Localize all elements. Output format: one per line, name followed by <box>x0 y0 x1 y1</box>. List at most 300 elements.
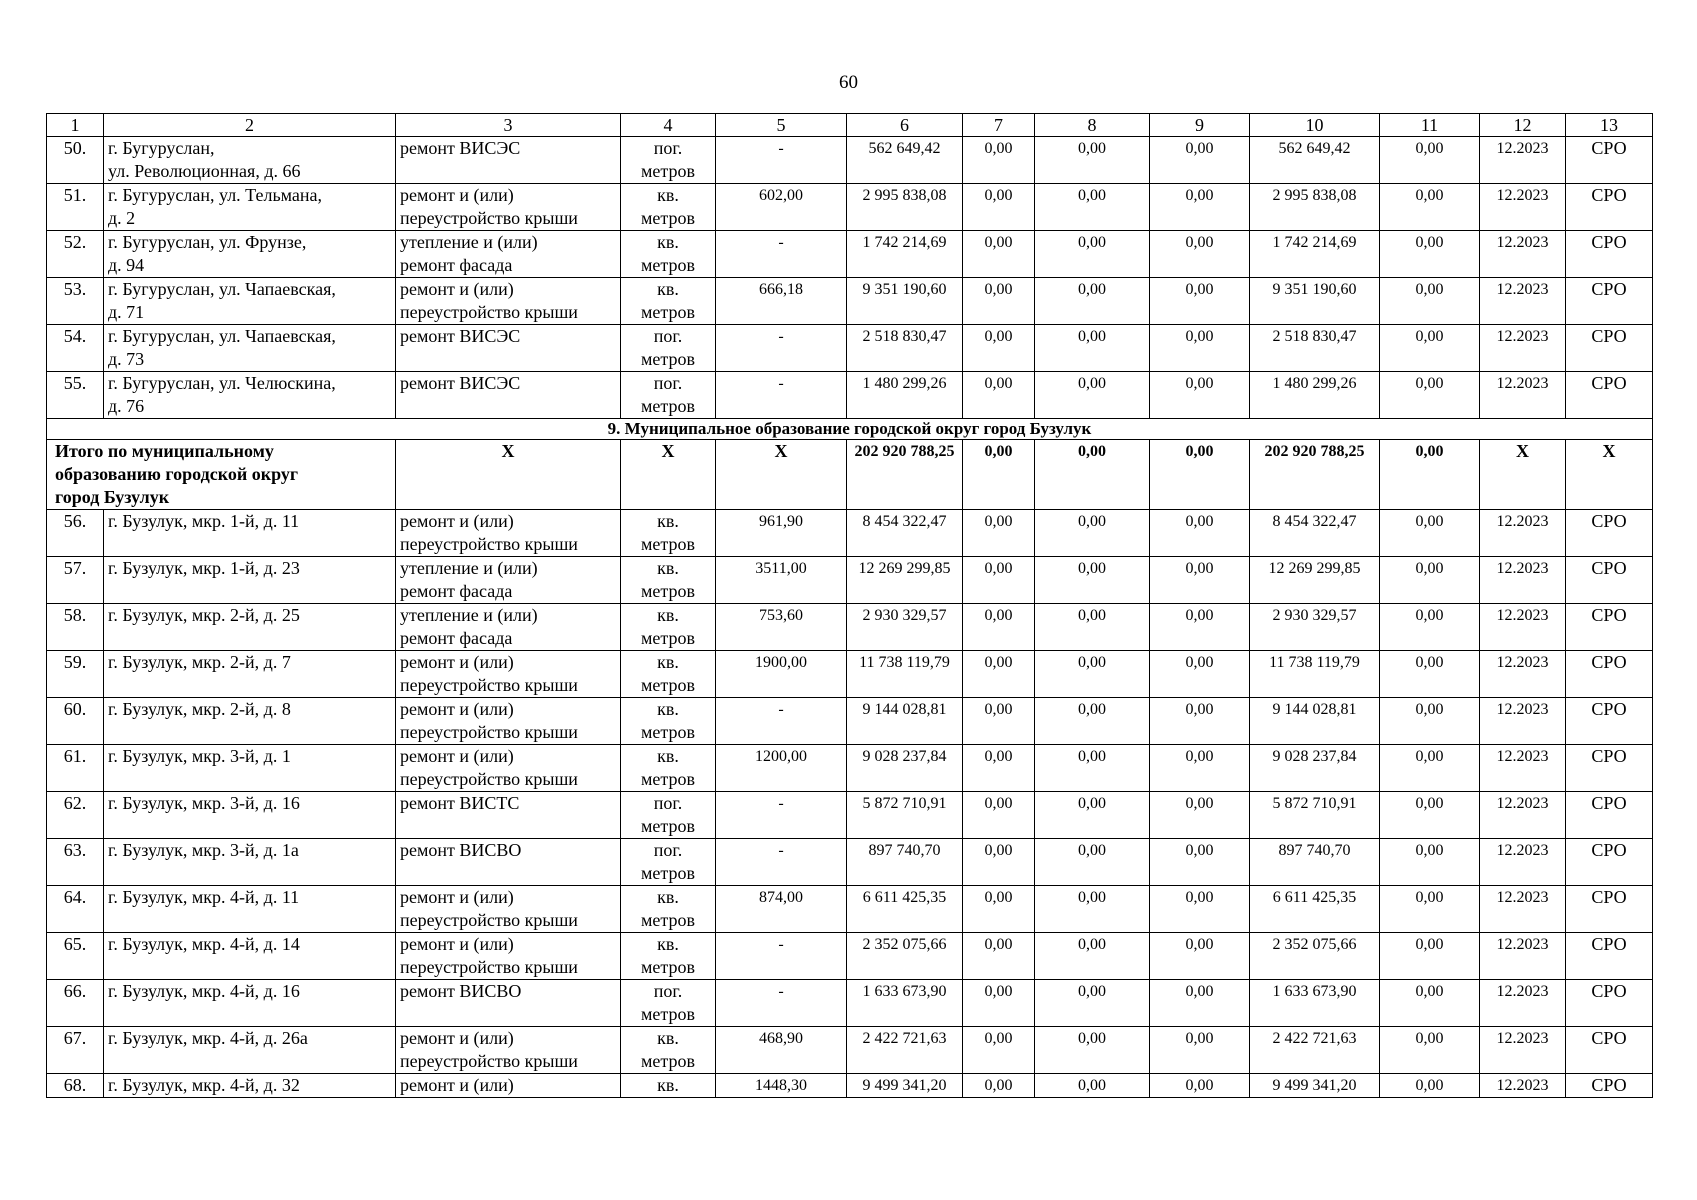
address-cell-line: г. Бугуруслан, <box>108 138 215 158</box>
address-cell-line: г. Бугуруслан, ул. Тельмана, <box>108 185 323 205</box>
area-cell: - <box>716 792 847 839</box>
method-cell: СРО <box>1566 1074 1653 1098</box>
value-cell: X <box>396 440 621 510</box>
value-cell: 0,00 <box>1380 184 1480 231</box>
value-cell: X <box>1566 440 1653 510</box>
fund-cost-cell: 202 920 788,25 <box>1250 440 1380 510</box>
unit-cell-line: кв. <box>657 934 679 954</box>
address-cell-line: ул. Революционная, д. 66 <box>108 161 301 181</box>
row-number: 57. <box>47 557 104 604</box>
total-cost-cell: 9 028 237,84 <box>847 745 963 792</box>
date-cell: 12.2023 <box>1480 231 1566 278</box>
unit-cell-line: метров <box>641 769 695 789</box>
column-number: 3 <box>396 114 621 137</box>
date-cell: 12.2023 <box>1480 372 1566 419</box>
work-type-cell-line: ремонт и (или) <box>400 934 514 954</box>
unit-cell-line: пог. <box>653 793 683 813</box>
column-number: 9 <box>1150 114 1250 137</box>
column-number-row <box>47 114 1653 137</box>
work-type-cell <box>396 137 621 184</box>
date-cell: 12.2023 <box>1480 510 1566 557</box>
work-type-cell-line: ремонт и (или) <box>400 699 514 719</box>
work-type-cell-line: ремонт ВИСЭС <box>400 326 521 346</box>
unit-cell-line: пог. <box>653 326 683 346</box>
value-cell: 0,00 <box>1035 886 1150 933</box>
area-cell: 961,90 <box>716 510 847 557</box>
unit-cell-line: кв. <box>657 279 679 299</box>
table-row <box>47 1027 1653 1074</box>
value-cell: 0,00 <box>1150 184 1250 231</box>
fund-cost-cell: 12 269 299,85 <box>1250 557 1380 604</box>
method-cell: СРО <box>1566 325 1653 372</box>
column-number: 7 <box>963 114 1035 137</box>
table-row <box>47 278 1653 325</box>
row-number: 62. <box>47 792 104 839</box>
date-cell: 12.2023 <box>1480 1027 1566 1074</box>
value-cell: 0,00 <box>963 1074 1035 1098</box>
row-number: 56. <box>47 510 104 557</box>
area-cell: - <box>716 698 847 745</box>
fund-cost-cell: 5 872 710,91 <box>1250 792 1380 839</box>
column-number: 2 <box>104 114 396 137</box>
date-cell: 12.2023 <box>1480 933 1566 980</box>
address-cell-line: г. Бузулук, мкр. 3-й, д. 1а <box>108 840 299 860</box>
total-cost-cell: 2 930 329,57 <box>847 604 963 651</box>
value-cell: 0,00 <box>1150 698 1250 745</box>
value-cell: 0,00 <box>1380 745 1480 792</box>
value-cell: 0,00 <box>1380 839 1480 886</box>
value-cell: 0,00 <box>1380 372 1480 419</box>
unit-cell-line: метров <box>641 628 695 648</box>
value-cell: 0,00 <box>963 651 1035 698</box>
address-cell-line: г. Бузулук, мкр. 4-й, д. 26а <box>108 1028 308 1048</box>
value-cell: 0,00 <box>1380 137 1480 184</box>
work-type-cell <box>396 278 621 325</box>
work-type-cell-line: ремонт фасада <box>400 255 513 275</box>
address-cell-line: г. Бузулук, мкр. 2-й, д. 25 <box>108 605 300 625</box>
value-cell: 0,00 <box>963 137 1035 184</box>
unit-cell-line: метров <box>641 396 695 416</box>
unit-cell-line: пог. <box>653 373 683 393</box>
table-row <box>47 325 1653 372</box>
value-cell: 0,00 <box>963 325 1035 372</box>
fund-cost-cell: 2 930 329,57 <box>1250 604 1380 651</box>
row-number: 55. <box>47 372 104 419</box>
date-cell: 12.2023 <box>1480 325 1566 372</box>
value-cell: 0,00 <box>1035 1027 1150 1074</box>
value-cell: 0,00 <box>1150 557 1250 604</box>
value-cell: 0,00 <box>1035 792 1150 839</box>
unit-cell-line: метров <box>641 534 695 554</box>
fund-cost-cell: 2 352 075,66 <box>1250 933 1380 980</box>
value-cell: 0,00 <box>1380 886 1480 933</box>
table-row <box>47 886 1653 933</box>
work-type-cell <box>396 372 621 419</box>
table-row <box>47 1074 1653 1098</box>
work-type-cell-line: ремонт ВИСЭС <box>400 138 521 158</box>
address-cell <box>104 184 396 231</box>
total-cost-cell: 2 422 721,63 <box>847 1027 963 1074</box>
area-cell: - <box>716 839 847 886</box>
subtotal-label <box>47 440 396 510</box>
column-number: 4 <box>621 114 716 137</box>
fund-cost-cell: 1 633 673,90 <box>1250 980 1380 1027</box>
total-cost-cell: 562 649,42 <box>847 137 963 184</box>
total-cost-cell: 897 740,70 <box>847 839 963 886</box>
unit-cell <box>621 933 716 980</box>
work-type-cell-line: ремонт и (или) <box>400 652 514 672</box>
fund-cost-cell: 8 454 322,47 <box>1250 510 1380 557</box>
row-number: 64. <box>47 886 104 933</box>
subtotal-label-line: образованию городской округ <box>55 464 299 484</box>
value-cell: 0,00 <box>1150 510 1250 557</box>
work-type-cell-line: ремонт и (или) <box>400 511 514 531</box>
method-cell: СРО <box>1566 698 1653 745</box>
address-cell <box>104 372 396 419</box>
table-row <box>47 980 1653 1027</box>
work-type-cell <box>396 1074 621 1098</box>
address-cell <box>104 510 396 557</box>
work-type-cell-line: ремонт и (или) <box>400 746 514 766</box>
value-cell: 0,00 <box>1035 557 1150 604</box>
unit-cell-line: кв. <box>657 652 679 672</box>
fund-cost-cell: 2 995 838,08 <box>1250 184 1380 231</box>
value-cell: 0,00 <box>1035 231 1150 278</box>
row-number: 52. <box>47 231 104 278</box>
row-number: 50. <box>47 137 104 184</box>
unit-cell-line: кв. <box>657 1028 679 1048</box>
unit-cell-line: метров <box>641 349 695 369</box>
value-cell: 0,00 <box>1380 278 1480 325</box>
value-cell: 0,00 <box>963 933 1035 980</box>
value-cell: 0,00 <box>1380 604 1480 651</box>
work-type-cell <box>396 651 621 698</box>
total-cost-cell: 9 144 028,81 <box>847 698 963 745</box>
method-cell: СРО <box>1566 886 1653 933</box>
value-cell: 0,00 <box>1380 1074 1480 1098</box>
unit-cell-line: кв. <box>657 746 679 766</box>
work-type-cell <box>396 980 621 1027</box>
work-type-cell-line: ремонт и (или) <box>400 887 514 907</box>
work-type-cell-line: ремонт ВИСВО <box>400 981 522 1001</box>
date-cell: 12.2023 <box>1480 137 1566 184</box>
work-type-cell <box>396 886 621 933</box>
work-type-cell-line: ремонт и (или) <box>400 185 514 205</box>
fund-cost-cell: 6 611 425,35 <box>1250 886 1380 933</box>
value-cell: 0,00 <box>963 604 1035 651</box>
value-cell: 0,00 <box>963 886 1035 933</box>
area-cell: 1200,00 <box>716 745 847 792</box>
value-cell: 0,00 <box>1035 698 1150 745</box>
value-cell: X <box>716 440 847 510</box>
value-cell: 0,00 <box>963 278 1035 325</box>
address-cell-line: г. Бугуруслан, ул. Челюскина, <box>108 373 336 393</box>
unit-cell <box>621 980 716 1027</box>
value-cell: 0,00 <box>1150 372 1250 419</box>
value-cell: 0,00 <box>1380 557 1480 604</box>
work-type-cell-line: ремонт и (или) <box>400 1028 514 1048</box>
address-cell-line: г. Бузулук, мкр. 4-й, д. 32 <box>108 1075 300 1095</box>
value-cell: 0,00 <box>1150 604 1250 651</box>
unit-cell-line: метров <box>641 863 695 883</box>
unit-cell <box>621 278 716 325</box>
table-row <box>47 839 1653 886</box>
value-cell: 0,00 <box>1035 604 1150 651</box>
address-cell <box>104 325 396 372</box>
address-cell <box>104 557 396 604</box>
total-cost-cell: 5 872 710,91 <box>847 792 963 839</box>
value-cell: 0,00 <box>1035 372 1150 419</box>
value-cell: 0,00 <box>1035 184 1150 231</box>
total-cost-cell: 1 480 299,26 <box>847 372 963 419</box>
work-type-cell-line: переустройство крыши <box>400 208 578 228</box>
area-cell: 666,18 <box>716 278 847 325</box>
work-type-cell <box>396 604 621 651</box>
fund-cost-cell: 9 028 237,84 <box>1250 745 1380 792</box>
address-cell-line: г. Бугуруслан, ул. Чапаевская, <box>108 279 336 299</box>
unit-cell <box>621 325 716 372</box>
value-cell: 0,00 <box>1150 792 1250 839</box>
unit-cell <box>621 745 716 792</box>
date-cell: 12.2023 <box>1480 1074 1566 1098</box>
address-cell-line: г. Бузулук, мкр. 3-й, д. 16 <box>108 793 300 813</box>
method-cell: СРО <box>1566 839 1653 886</box>
total-cost-cell: 202 920 788,25 <box>847 440 963 510</box>
date-cell: 12.2023 <box>1480 792 1566 839</box>
work-type-cell-line: утепление и (или) <box>400 558 538 578</box>
row-number: 58. <box>47 604 104 651</box>
unit-cell <box>621 510 716 557</box>
address-cell-line: г. Бузулук, мкр. 3-й, д. 1 <box>108 746 291 766</box>
date-cell: 12.2023 <box>1480 604 1566 651</box>
value-cell: 0,00 <box>963 698 1035 745</box>
work-type-cell-line: ремонт фасада <box>400 581 513 601</box>
value-cell: 0,00 <box>1150 886 1250 933</box>
value-cell: 0,00 <box>1150 1074 1250 1098</box>
row-number: 65. <box>47 933 104 980</box>
area-cell: 468,90 <box>716 1027 847 1074</box>
address-cell <box>104 933 396 980</box>
value-cell: 0,00 <box>963 557 1035 604</box>
address-cell-line: г. Бузулук, мкр. 4-й, д. 16 <box>108 981 300 1001</box>
date-cell: 12.2023 <box>1480 980 1566 1027</box>
value-cell: 0,00 <box>1150 278 1250 325</box>
unit-cell-line: метров <box>641 910 695 930</box>
work-type-cell-line: переустройство крыши <box>400 302 578 322</box>
fund-cost-cell: 9 351 190,60 <box>1250 278 1380 325</box>
total-cost-cell: 9 351 190,60 <box>847 278 963 325</box>
value-cell: 0,00 <box>1035 137 1150 184</box>
value-cell: 0,00 <box>963 792 1035 839</box>
table-row <box>47 557 1653 604</box>
value-cell: 0,00 <box>1035 1074 1150 1098</box>
address-cell <box>104 886 396 933</box>
unit-cell <box>621 1027 716 1074</box>
value-cell: 0,00 <box>1035 839 1150 886</box>
work-type-cell <box>396 933 621 980</box>
method-cell: СРО <box>1566 651 1653 698</box>
value-cell: 0,00 <box>1150 651 1250 698</box>
area-cell: 753,60 <box>716 604 847 651</box>
address-cell-line: д. 71 <box>108 302 145 322</box>
value-cell: 0,00 <box>1380 325 1480 372</box>
address-cell-line: г. Бузулук, мкр. 2-й, д. 8 <box>108 699 291 719</box>
repair-program-table <box>46 113 1653 1098</box>
work-type-cell <box>396 1027 621 1074</box>
total-cost-cell: 6 611 425,35 <box>847 886 963 933</box>
work-type-cell-line: ремонт и (или) <box>400 1075 514 1095</box>
address-cell <box>104 745 396 792</box>
row-number: 66. <box>47 980 104 1027</box>
unit-cell <box>621 231 716 278</box>
unit-cell <box>621 698 716 745</box>
work-type-cell-line: переустройство крыши <box>400 675 578 695</box>
work-type-cell-line: переустройство крыши <box>400 722 578 742</box>
section-heading-row <box>47 419 1653 440</box>
address-cell-line: г. Бузулук, мкр. 4-й, д. 11 <box>108 887 300 907</box>
value-cell: 0,00 <box>1380 698 1480 745</box>
method-cell: СРО <box>1566 137 1653 184</box>
row-number: 68. <box>47 1074 104 1098</box>
unit-cell-line: кв. <box>657 558 679 578</box>
work-type-cell-line: ремонт ВИСЭС <box>400 373 521 393</box>
value-cell: 0,00 <box>963 745 1035 792</box>
total-cost-cell: 8 454 322,47 <box>847 510 963 557</box>
work-type-cell <box>396 698 621 745</box>
work-type-cell <box>396 510 621 557</box>
unit-cell-line: кв. <box>657 699 679 719</box>
value-cell: 0,00 <box>963 372 1035 419</box>
row-number: 60. <box>47 698 104 745</box>
value-cell: 0,00 <box>1150 745 1250 792</box>
unit-cell <box>621 604 716 651</box>
value-cell: 0,00 <box>963 980 1035 1027</box>
area-cell: 1448,30 <box>716 1074 847 1098</box>
value-cell: 0,00 <box>1035 325 1150 372</box>
method-cell: СРО <box>1566 933 1653 980</box>
date-cell: 12.2023 <box>1480 651 1566 698</box>
work-type-cell <box>396 839 621 886</box>
table-row <box>47 137 1653 184</box>
total-cost-cell: 2 352 075,66 <box>847 933 963 980</box>
value-cell: X <box>1480 440 1566 510</box>
work-type-cell-line: переустройство крыши <box>400 957 578 977</box>
unit-cell-line: метров <box>641 161 695 181</box>
method-cell: СРО <box>1566 1027 1653 1074</box>
fund-cost-cell: 9 144 028,81 <box>1250 698 1380 745</box>
total-cost-cell: 12 269 299,85 <box>847 557 963 604</box>
column-number: 8 <box>1035 114 1150 137</box>
area-cell: - <box>716 137 847 184</box>
address-cell-line: г. Бузулук, мкр. 2-й, д. 7 <box>108 652 291 672</box>
work-type-cell-line: ремонт ВИСТС <box>400 793 520 813</box>
value-cell: X <box>621 440 716 510</box>
value-cell: 0,00 <box>1035 440 1150 510</box>
address-cell <box>104 839 396 886</box>
row-number: 63. <box>47 839 104 886</box>
address-cell-line: г. Бугуруслан, ул. Чапаевская, <box>108 326 336 346</box>
unit-cell-line: метров <box>641 302 695 322</box>
unit-cell <box>621 372 716 419</box>
unit-cell <box>621 1074 716 1098</box>
value-cell: 0,00 <box>1035 980 1150 1027</box>
method-cell: СРО <box>1566 278 1653 325</box>
area-cell: 1900,00 <box>716 651 847 698</box>
total-cost-cell: 2 518 830,47 <box>847 325 963 372</box>
unit-cell <box>621 137 716 184</box>
value-cell: 0,00 <box>1380 440 1480 510</box>
table-row <box>47 231 1653 278</box>
area-cell: 874,00 <box>716 886 847 933</box>
column-number: 6 <box>847 114 963 137</box>
row-number: 59. <box>47 651 104 698</box>
table-row <box>47 510 1653 557</box>
unit-cell-line: кв. <box>657 185 679 205</box>
value-cell: 0,00 <box>1035 651 1150 698</box>
unit-cell-line: пог. <box>653 138 683 158</box>
table-row <box>47 651 1653 698</box>
value-cell: 0,00 <box>1035 745 1150 792</box>
page-number: 60 <box>839 72 858 93</box>
column-number: 1 <box>47 114 104 137</box>
method-cell: СРО <box>1566 980 1653 1027</box>
value-cell: 0,00 <box>1380 933 1480 980</box>
method-cell: СРО <box>1566 745 1653 792</box>
area-cell: - <box>716 933 847 980</box>
table-row <box>47 745 1653 792</box>
address-cell <box>104 651 396 698</box>
total-cost-cell: 11 738 119,79 <box>847 651 963 698</box>
table-row <box>47 184 1653 231</box>
unit-cell-line: кв. <box>657 232 679 252</box>
unit-cell-line: пог. <box>653 840 683 860</box>
date-cell: 12.2023 <box>1480 557 1566 604</box>
address-cell-line: д. 94 <box>108 255 145 275</box>
date-cell: 12.2023 <box>1480 839 1566 886</box>
unit-cell-line: метров <box>641 1051 695 1071</box>
table-row <box>47 604 1653 651</box>
address-cell-line: г. Бузулук, мкр. 4-й, д. 14 <box>108 934 300 954</box>
row-number: 67. <box>47 1027 104 1074</box>
row-number: 51. <box>47 184 104 231</box>
address-cell-line: г. Бугуруслан, ул. Фрунзе, <box>108 232 307 252</box>
work-type-cell-line: ремонт ВИСВО <box>400 840 522 860</box>
work-type-cell-line: ремонт фасада <box>400 628 513 648</box>
value-cell: 0,00 <box>1380 651 1480 698</box>
method-cell: СРО <box>1566 510 1653 557</box>
unit-cell <box>621 886 716 933</box>
unit-cell-line: метров <box>641 581 695 601</box>
unit-cell-line: кв. <box>657 1075 679 1095</box>
value-cell: 0,00 <box>1150 1027 1250 1074</box>
value-cell: 0,00 <box>963 184 1035 231</box>
column-number: 5 <box>716 114 847 137</box>
method-cell: СРО <box>1566 231 1653 278</box>
row-number: 54. <box>47 325 104 372</box>
fund-cost-cell: 11 738 119,79 <box>1250 651 1380 698</box>
address-cell <box>104 1074 396 1098</box>
unit-cell-line: метров <box>641 957 695 977</box>
address-cell <box>104 1027 396 1074</box>
fund-cost-cell: 2 518 830,47 <box>1250 325 1380 372</box>
work-type-cell <box>396 184 621 231</box>
value-cell: 0,00 <box>1380 792 1480 839</box>
area-cell: - <box>716 372 847 419</box>
area-cell: 3511,00 <box>716 557 847 604</box>
work-type-cell-line: переустройство крыши <box>400 534 578 554</box>
address-cell-line: г. Бузулук, мкр. 1-й, д. 23 <box>108 558 300 578</box>
unit-cell-line: кв. <box>657 511 679 531</box>
